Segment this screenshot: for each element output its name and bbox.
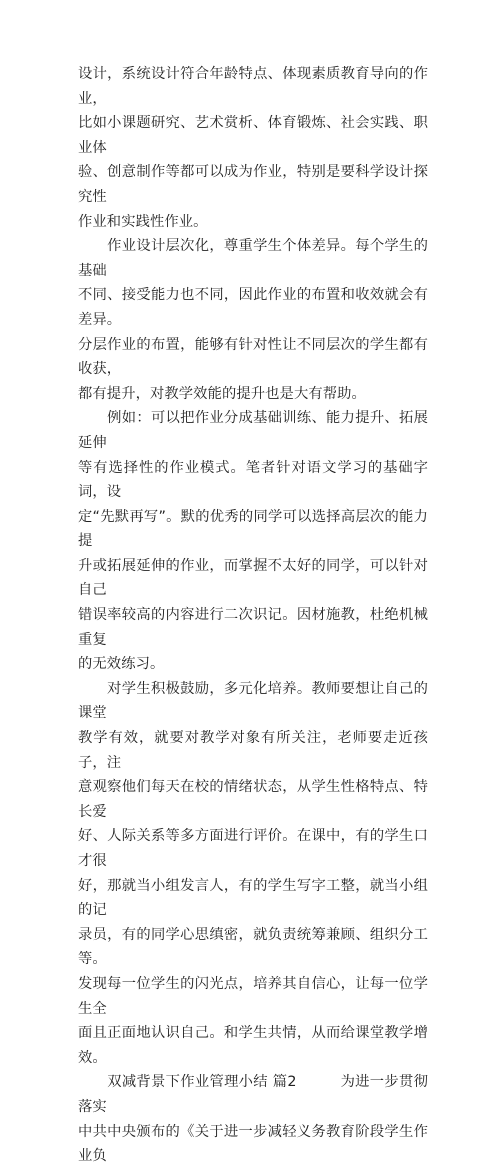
paragraph-1: 设计，系统设计符合年龄特点、体现素质教育导向的作业， 比如小课题研究、艺术赏析、体育锻炼、社会实践、职业体 验、创意制作等都可以成为作业，特别是要科学设计探究性 作业和实践性作业。 xyxy=(78,66,428,230)
paragraph-5: 双减背景下作业管理小结 篇2 为进一步贯彻落实 中共中央颁布的《关于进一步减轻义务教育阶段学生作业负 xyxy=(78,1074,428,1165)
paragraph-2: 作业设计层次化，尊重学生个体差异。每个学生的基础 不同、接受能力也不同，因此作业的布置和收效就会有差异。 分层作业的布置，能够有针对性让不同层次的学生都有收获， 都有提升，对教学效能的提升也是大有帮助。 xyxy=(78,238,428,402)
paragraph-4: 对学生积极鼓励，多元化培养。教师要想让自己的课堂 教学有效，就要对教学对象有所关注，老师要走近孩子，注 意观察他们每天在校的情绪状态，从学生性格特点、特长爱 好、人际关系等多方面进行评价。在课中，有的学生口才很 好，那就当小组发言人，有的学生写字工整，就当小组的记 录员，有的同学心思缜密，就负责统筹兼顾、组织分工等。 发现每一位学生的闪光点，培养其自信心，让每一位学生全 面且正面地认识自己。和学生共情，从而给课堂教学增效。 xyxy=(78,680,428,1066)
paragraph-3: 例如：可以把作业分成基础训练、能力提升、拓展延伸 等有选择性的作业模式。笔者针对语文学习的基础字词，设 定“先默再写”。默的优秀的同学可以选择高层次的能力提 升或拓展延伸的作业，而掌握不太好的同学，可以针对自己 错误率较高的内容进行二次识记。因材施教，杜绝机械重复 的无效练习。 xyxy=(78,410,428,673)
document-body xyxy=(78,62,428,1169)
